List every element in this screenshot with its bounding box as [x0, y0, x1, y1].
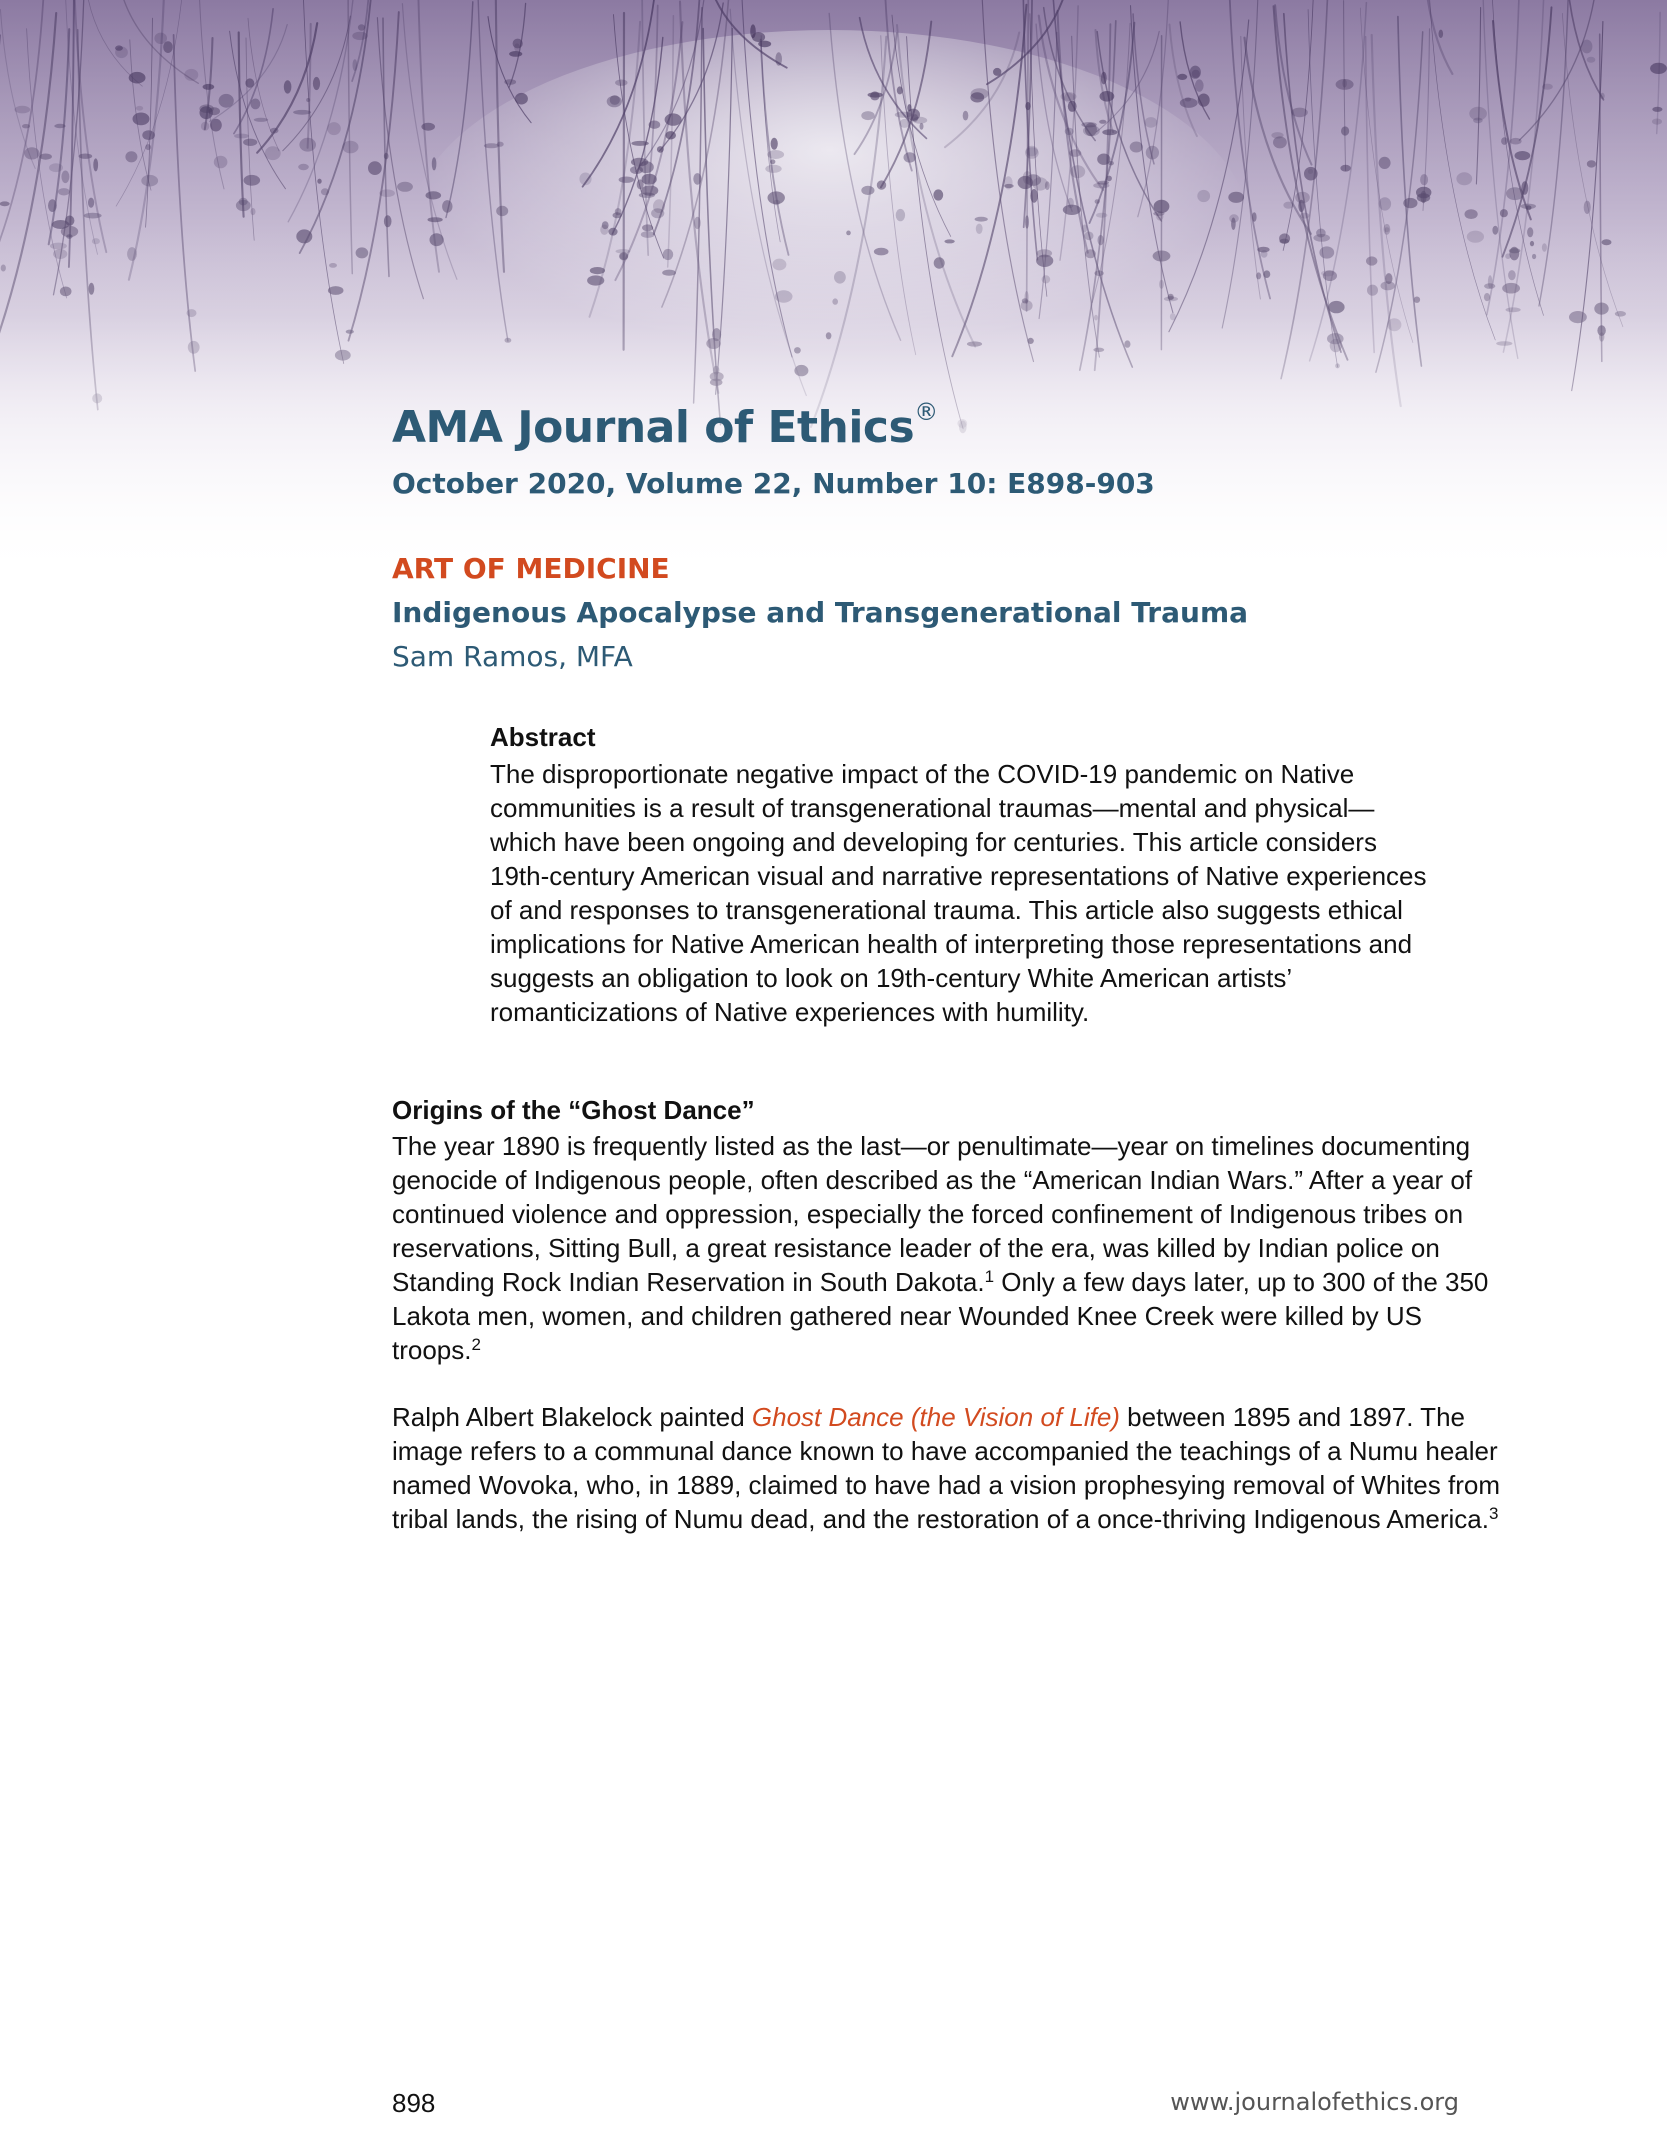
abstract-text: The disproportionate negative impact of the COVID-19 pandemic on Native communities is a result of transgenerational traumas—mental and physical—which have been ongoing and developing for centuries. This article considers 19th-century American visual and narrative representations of Native experiences of and responses to transgenerational trauma. This article also suggests ethical implications for Native American health of interpreting those representations and suggests an obligation to look on 19th-century White American artists’ romanticizations of Native experiences with humility. — [490, 759, 1427, 1027]
registered-mark: ® — [914, 398, 938, 426]
reference-2[interactable]: 2 — [471, 1335, 481, 1354]
abstract-heading: Abstract — [490, 722, 596, 752]
article-title: Indigenous Apocalypse and Transgenerational Trauma — [392, 596, 1249, 629]
painting-link[interactable]: Ghost Dance (the Vision of Life) — [751, 1402, 1120, 1432]
issue-line: October 2020, Volume 22, Number 10: E898-903 — [392, 467, 1155, 500]
journal-title-text: AMA Journal of Ethics — [392, 402, 915, 453]
paragraph-1-text-b: Only a few days later, up to 300 of the 350 Lakota men, women, and children gathered near Wounded Knee Creek were killed by US troops. — [392, 1267, 1489, 1365]
paragraph-2-text-a: Ralph Albert Blakelock painted — [392, 1402, 752, 1432]
reference-1[interactable]: 1 — [984, 1267, 995, 1286]
paragraph-1-text-a: The year 1890 is frequently listed as the last—or penultimate—year on timelines documenting genocide of Indigenous people, often described as the “American Indian Wars.” After a year of continued violence and oppression, especially the forced confinement of Indigenous tribes on reservations, Sitting Bull, a great resistance leader of the era, was killed by Indian police on Standing Rock Indian Reservation in South Dakota. — [392, 1131, 1473, 1297]
reference-3[interactable]: 3 — [1488, 1504, 1499, 1523]
section-heading-ghost-dance: Origins of the “Ghost Dance” — [392, 1095, 755, 1125]
page-number: 898 — [392, 2088, 436, 2118]
paragraph-2-text-b: between 1895 and 1897. The image refers to a communal dance known to have accompanied the teachings of a Numu healer named Wovoka, who, in 1889, claimed to have had a vision prophesying removal of Whites from tribal lands, the rising of Numu dead, and the restoration of a once-thriving Indigenous America. — [392, 1402, 1500, 1534]
body-paragraph-1 — [392, 1129, 1512, 1367]
journal-title — [392, 398, 938, 453]
body-paragraph-2 — [392, 1400, 1512, 1536]
author-line: Sam Ramos, MFA — [392, 640, 633, 673]
website-link[interactable]: www.journalofethics.org — [1170, 2088, 1459, 2116]
section-label: ART OF MEDICINE — [392, 552, 670, 585]
